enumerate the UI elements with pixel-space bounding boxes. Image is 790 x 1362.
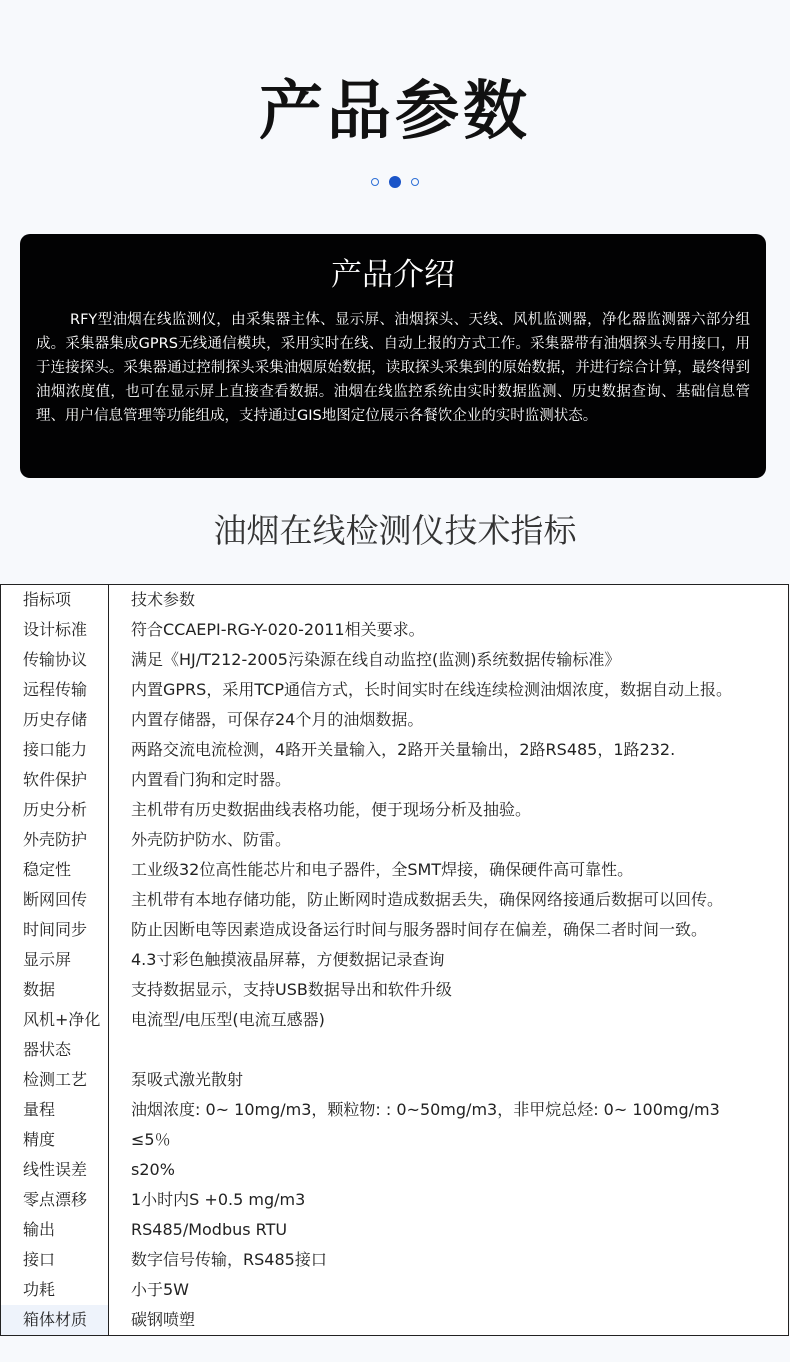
spec-key: 箱体材质 — [1, 1305, 109, 1335]
product-intro-panel — [20, 234, 766, 478]
spec-key: 输出 — [1, 1215, 109, 1245]
table-row — [1, 1275, 788, 1305]
carousel-indicator — [0, 176, 790, 188]
spec-value: 小于5W — [131, 1280, 190, 1299]
table-row — [1, 1185, 788, 1215]
table-row — [1, 1005, 788, 1065]
table-row — [1, 945, 788, 975]
spec-key: 历史存储 — [1, 705, 109, 735]
spec-key: 功耗 — [1, 1275, 109, 1305]
table-row — [1, 1155, 788, 1185]
page-title: 产品参数 — [259, 75, 531, 149]
spec-value: 符合CCAEPI-RG-Y-020-2011相关要求。 — [131, 620, 425, 639]
spec-value: 1小时内S +0.5 mg/m3 — [131, 1190, 306, 1209]
spec-value: 工业级32位高性能芯片和电子器件，全SMT焊接，确保硬件高可靠性。 — [131, 860, 634, 879]
spec-key: 指标项 — [1, 585, 109, 615]
spec-value: 内置看门狗和定时器。 — [131, 770, 292, 789]
spec-value: 支持数据显示，支持USB数据导出和软件升级 — [131, 980, 452, 999]
spec-key: 接口能力 — [1, 735, 109, 765]
table-row — [1, 735, 788, 765]
table-row — [1, 645, 788, 675]
table-row — [1, 1095, 788, 1125]
table-row — [1, 1305, 788, 1335]
table-header-row — [1, 585, 788, 615]
spec-key: 接口 — [1, 1245, 109, 1275]
intro-heading: 产品介绍 — [331, 257, 455, 293]
spec-key: 线性误差 — [1, 1155, 109, 1185]
spec-key: 软件保护 — [1, 765, 109, 795]
table-row — [1, 825, 788, 855]
intro-body: RFY型油烟在线监测仪，由采集器主体、显示屏、油烟探头、天线、风机监测器，净化器监测器六部分组成。采集器集成GPRS无线通信模块，采用实时在线、自动上报的方式工作。采集器带有油烟探头专用接口，用于连接探头。采集器通过控制探头采集油烟原始数据，读取探头采集到的原始数据，并进行综合计算，最终得到油烟浓度值，也可在显示屏上直接查看数据。油烟在线监控系统由实时数据监测、历史数据查询、基础信息管理、用户信息管理等功能组成，支持通过GIS地图定位展示各餐饮企业的实时监测状态。 — [36, 312, 750, 424]
spec-value: 油烟浓度: 0~ 10mg/m3，颗粒物: : 0~50mg/m3，非甲烷总烃: 0~ 100mg/m3 — [131, 1100, 720, 1119]
spec-value: s20% — [131, 1160, 175, 1179]
spec-value: 内置GPRS，采用TCP通信方式，长时间实时在线连续检测油烟浓度，数据自动上报。 — [131, 680, 732, 699]
spec-value: ≤5％ — [131, 1130, 171, 1149]
indicator-dot-active[interactable] — [389, 176, 401, 188]
spec-key: 远程传输 — [1, 675, 109, 705]
spec-value: 防止因断电等因素造成设备运行时间与服务器时间存在偏差，确保二者时间一致。 — [131, 920, 708, 939]
spec-key: 检测工艺 — [1, 1065, 109, 1095]
spec-value: RS485/Modbus RTU — [131, 1220, 288, 1239]
indicator-dot[interactable] — [411, 178, 419, 186]
spec-value: 4.3寸彩色触摸液晶屏幕，方便数据记录查询 — [131, 950, 445, 969]
spec-value: 技术参数 — [131, 590, 196, 609]
spec-key: 外壳防护 — [1, 825, 109, 855]
indicator-dot[interactable] — [371, 178, 379, 186]
spec-value: 主机带有历史数据曲线表格功能，便于现场分析及抽验。 — [131, 800, 532, 819]
table-row — [1, 1065, 788, 1095]
spec-table — [0, 584, 789, 1336]
table-row — [1, 675, 788, 705]
spec-value: 主机带有本地存储功能，防止断网时造成数据丢失，确保网络接通后数据可以回传。 — [131, 890, 724, 909]
table-row — [1, 705, 788, 735]
spec-value: 满足《HJ/T212-2005污染源在线自动监控(监测)系统数据传输标准》 — [131, 650, 621, 669]
spec-key: 时间同步 — [1, 915, 109, 945]
spec-key: 设计标准 — [1, 615, 109, 645]
table-row — [1, 975, 788, 1005]
spec-value: 电流型/电压型(电流互感器) — [131, 1010, 325, 1029]
spec-key: 传输协议 — [1, 645, 109, 675]
table-row — [1, 915, 788, 945]
table-row — [1, 795, 788, 825]
spec-key: 稳定性 — [1, 855, 109, 885]
spec-key: 历史分析 — [1, 795, 109, 825]
spec-value: 外壳防护防水、防雷。 — [131, 830, 292, 849]
spec-value: 内置存储器，可保存24个月的油烟数据。 — [131, 710, 424, 729]
spec-key: 数据 — [1, 975, 109, 1005]
spec-key: 风机+净化器状态 — [1, 1005, 109, 1065]
spec-value: 数字信号传输，RS485接口 — [131, 1250, 327, 1269]
spec-value: 两路交流电流检测，4路开关量输入，2路开关量输出，2路RS485，1路232. — [131, 740, 676, 759]
spec-key: 零点漂移 — [1, 1185, 109, 1215]
spec-key: 断网回传 — [1, 885, 109, 915]
spec-value: 泵吸式激光散射 — [131, 1070, 244, 1089]
spec-title: 油烟在线检测仪技术指标 — [213, 511, 577, 550]
spec-key: 量程 — [1, 1095, 109, 1125]
table-row — [1, 1245, 788, 1275]
table-row — [1, 855, 788, 885]
table-row — [1, 885, 788, 915]
spec-value: 碳钢喷塑 — [131, 1310, 196, 1329]
spec-key: 显示屏 — [1, 945, 109, 975]
table-row — [1, 615, 788, 645]
table-row — [1, 1215, 788, 1245]
table-row — [1, 765, 788, 795]
spec-key: 精度 — [1, 1125, 109, 1155]
table-row — [1, 1125, 788, 1155]
